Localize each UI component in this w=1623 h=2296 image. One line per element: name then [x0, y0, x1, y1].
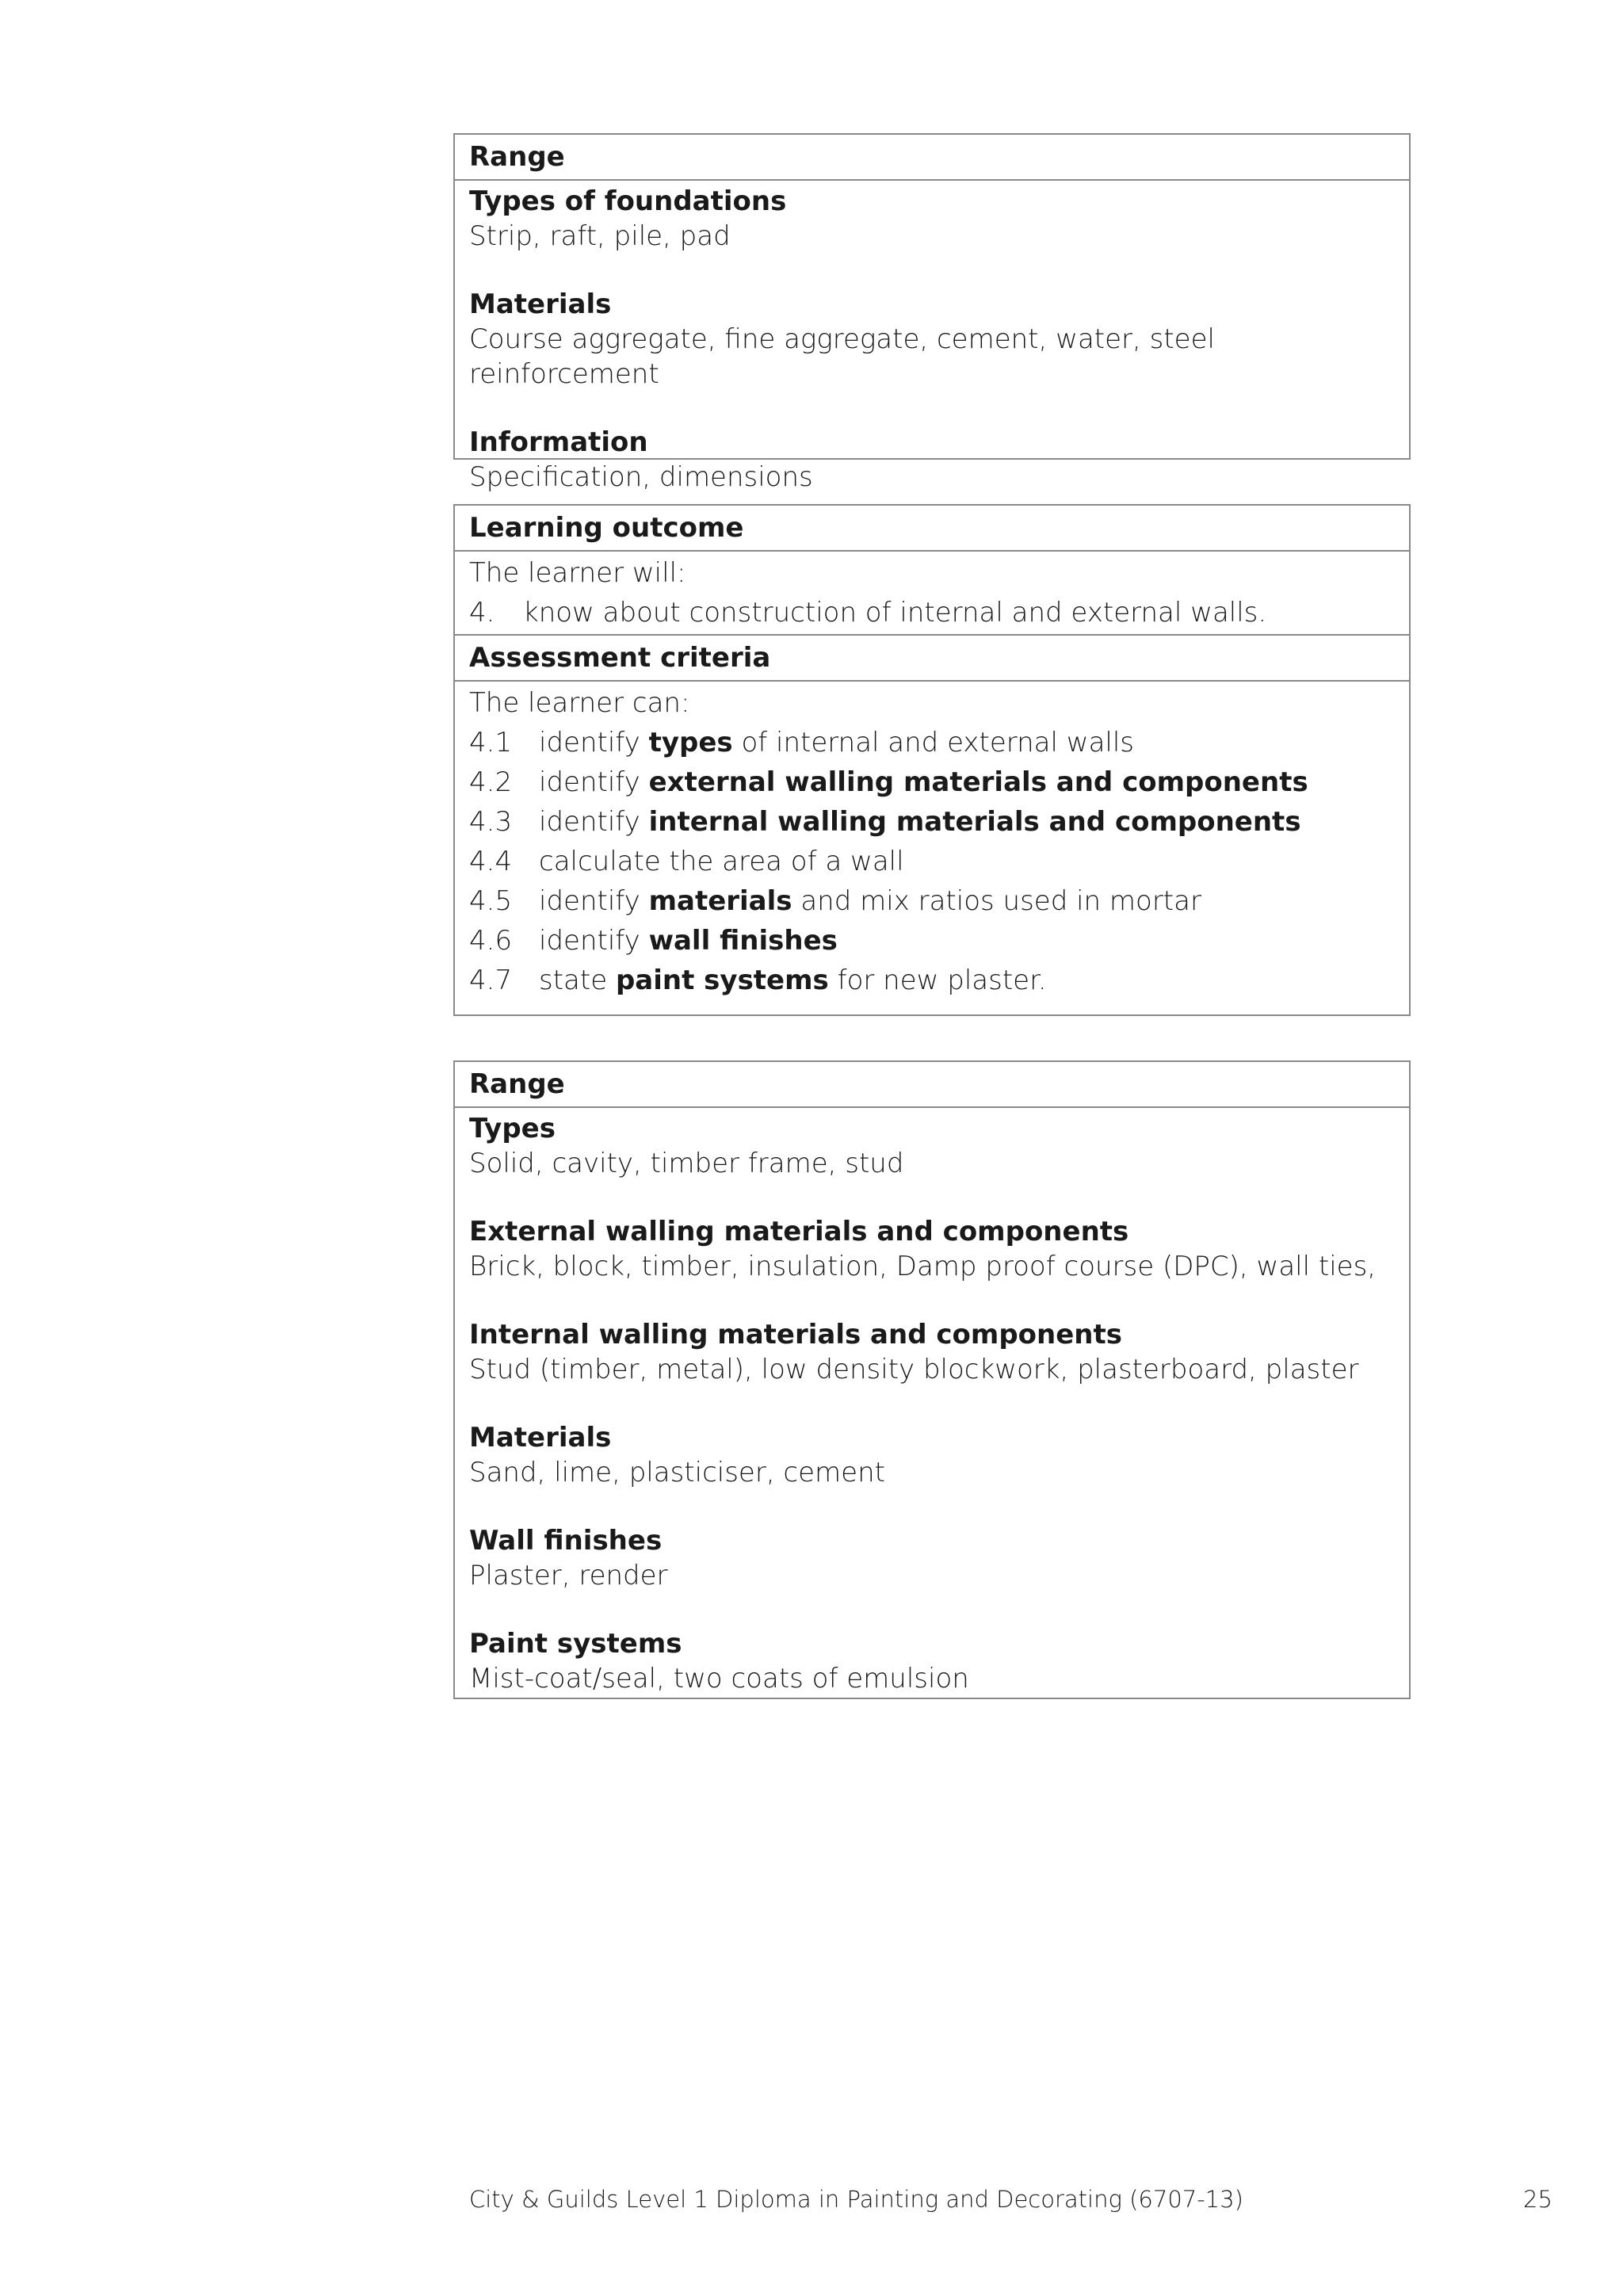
range-table-walls: [453, 1060, 1411, 1699]
criterion-item: [469, 842, 1395, 881]
criterion-text-pre: state: [539, 965, 616, 996]
range-section: [469, 287, 1395, 392]
section-text: Strip, raft, pile, pad: [469, 220, 731, 252]
learning-outcome-header: Learning outcome: [455, 506, 1409, 552]
criterion-number: 4.7: [469, 965, 513, 996]
section-title: Types: [469, 1113, 556, 1144]
learning-outcome-item: [469, 593, 1395, 632]
criterion-text-post: of internal and external walls: [732, 727, 1135, 758]
criteria-list: [469, 723, 1395, 1000]
criterion-text-pre: identify: [539, 925, 649, 957]
range-section: [469, 425, 1395, 495]
section-text: Brick, block, timber, insulation, Damp proof course (DPC), wall ties,: [469, 1251, 1377, 1282]
section-title: Information: [469, 426, 648, 458]
criterion-text-pre: identify: [539, 766, 649, 798]
criterion-item: [469, 802, 1395, 842]
criterion-number: 4.2: [469, 766, 513, 798]
range-section: [469, 184, 1395, 254]
criterion-text-bold: types: [648, 727, 733, 758]
section-title: Types of foundations: [469, 185, 787, 217]
section-title: Materials: [469, 1422, 612, 1454]
criterion-text-pre: calculate the area of a wall: [539, 846, 904, 877]
learning-outcome-table: [453, 504, 1411, 1016]
learning-outcome-body: [455, 552, 1409, 636]
criterion-number: 4.6: [469, 925, 513, 957]
criterion-number: 4.4: [469, 846, 513, 877]
criterion-text-bold: internal walling materials and components: [648, 806, 1301, 838]
range-header: Range: [455, 135, 1409, 181]
range-section: [469, 1317, 1395, 1387]
range-section: [469, 1523, 1395, 1593]
outcome-text: know about construction of internal and external walls.: [523, 597, 1267, 628]
section-title: Materials: [469, 288, 612, 320]
criterion-text-bold: wall finishes: [648, 925, 838, 957]
assessment-criteria-body: [455, 682, 1409, 1000]
criterion-text-pre: identify: [539, 727, 649, 758]
section-text: Stud (timber, metal), low density blockwork, plasterboard, plaster: [469, 1354, 1359, 1385]
page-number: 25: [1523, 2186, 1552, 2213]
range-section: [469, 1214, 1395, 1284]
range-table-foundations: [453, 133, 1411, 493]
criterion-item: [469, 961, 1395, 1000]
section-text: Specification, dimensions: [469, 461, 813, 493]
section-title: Paint systems: [469, 1628, 682, 1660]
range-section: [469, 1626, 1395, 1696]
criterion-number: 4.3: [469, 806, 513, 838]
criterion-text-post: for new plaster.: [828, 965, 1047, 996]
section-text: Plaster, render: [469, 1560, 668, 1591]
section-text: Solid, cavity, timber frame, stud: [469, 1148, 904, 1179]
criterion-number: 4.1: [469, 727, 513, 758]
criterion-text-pre: identify: [539, 885, 649, 917]
criterion-text-bold: external walling materials and components: [648, 766, 1308, 798]
outcome-number: 4.: [469, 597, 495, 628]
learning-outcome-intro: The learner will:: [469, 557, 686, 589]
criterion-text-bold: materials: [648, 885, 792, 917]
section-text: Mist-coat/seal, two coats of emulsion: [469, 1663, 969, 1694]
range-section: [469, 1111, 1395, 1181]
criterion-item: [469, 881, 1395, 921]
criterion-text-pre: identify: [539, 806, 649, 838]
footer-text: City & Guilds Level 1 Diploma in Painting and Decorating (6707-13): [469, 2186, 1243, 2213]
section-text: Sand, lime, plasticiser, cement: [469, 1457, 885, 1488]
assessment-intro: The learner can:: [469, 687, 690, 719]
criterion-item: [469, 723, 1395, 762]
criterion-number: 4.5: [469, 885, 513, 917]
criterion-text-bold: paint systems: [615, 965, 829, 996]
section-title: Internal walling materials and components: [469, 1319, 1122, 1350]
criterion-text-post: and mix ratios used in mortar: [792, 885, 1201, 917]
range-header: Range: [455, 1062, 1409, 1108]
range-body: [455, 1108, 1409, 1696]
range-body: [455, 181, 1409, 495]
section-title: Wall finishes: [469, 1525, 663, 1557]
criterion-item: [469, 762, 1395, 802]
section-title: External walling materials and components: [469, 1216, 1129, 1247]
section-text: Course aggregate, fine aggregate, cement, water, steel reinforcement: [469, 323, 1215, 390]
assessment-criteria-header: Assessment criteria: [455, 636, 1409, 682]
range-section: [469, 1420, 1395, 1490]
criterion-item: [469, 921, 1395, 961]
